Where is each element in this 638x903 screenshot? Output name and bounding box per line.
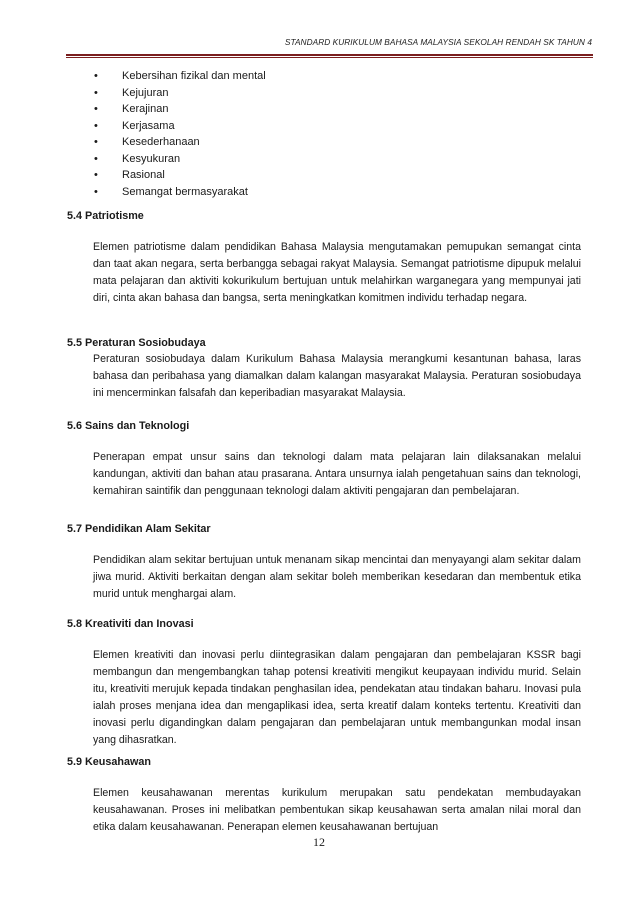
list-item: • Kebersihan fizikal dan mental — [92, 68, 266, 85]
bullet-icon: • — [94, 136, 98, 148]
list-item: • Semangat bermasyarakat — [92, 184, 266, 201]
bullet-icon: • — [94, 103, 98, 115]
values-bullet-list — [92, 68, 266, 200]
list-item: • Kejujuran — [92, 85, 266, 102]
bullet-icon: • — [94, 169, 98, 181]
section-keusahawan — [67, 755, 581, 836]
section-title: 5.7 Pendidikan Alam Sekitar — [67, 523, 211, 535]
running-header: STANDARD KURIKULUM BAHASA MALAYSIA SEKOLAH RENDAH SK TAHUN 4 — [284, 37, 592, 47]
section-kreativiti-inovasi — [67, 617, 581, 749]
section-body: Elemen patriotisme dalam pendidikan Bahasa Malaysia mengutamakan pemupukan semangat cinta dan taat akan negara, serta berbangga sebagai rakyat Malaysia. Semangat patriotisme dipupuk melalui mata pelajaran dan aktiviti kokurikulum bertujuan untuk melahirkan warganegara yang mempunyai jati diri, cinta akan bahasa dan bangsa, serta meningkatkan komitmen individu terhadap negara. — [93, 241, 581, 304]
header-rule — [66, 54, 593, 56]
bullet-icon: • — [94, 70, 98, 82]
section-patriotisme — [67, 209, 581, 307]
bullet-icon: • — [94, 119, 98, 132]
section-title: 5.6 Sains dan Teknologi — [67, 420, 190, 432]
bullet-icon: • — [94, 185, 98, 198]
section-title: 5.5 Peraturan Sosiobudaya — [67, 337, 206, 349]
section-peraturan-sosiobudaya — [67, 336, 581, 402]
header-rule-thin — [66, 57, 593, 58]
list-item: • Kesederhanaan — [92, 134, 266, 151]
section-body: Elemen keusahawanan merentas kurikulum merupakan satu pendekatan membudayakan keusahawanan. Proses ini melibatkan pembentukan sikap keusahawan serta amalan nilai moral dan etika dalam keusahawanan. Penerapan elemen keusahawanan bertujuan — [93, 787, 581, 833]
list-item: • Kerajinan — [92, 101, 266, 118]
section-body: Penerapan empat unsur sains dan teknologi dalam mata pelajaran lain dilaksanakan melalui kandungan, aktiviti dan bahan atau prasarana. Antara unsurnya ialah pengetahuan sains dan teknologi, kemahiran saintifik dan penggunaan teknologi dalam aktiviti pengajaran dan pembelajaran. — [93, 451, 581, 497]
section-title: 5.9 Keusahawan — [67, 756, 152, 768]
section-body: Elemen kreativiti dan inovasi perlu diintegrasikan dalam pengajaran dan pembelajaran KSSR bagi membangun dan mengembangkan tahap potensi kreativiti mengikut keupayaan individu murid. Selain itu, kreativiti merujuk kepada tindakan penghasilan idea, pendekatan atau tindakan baharu. Inovasi pula ialah proses menjana idea dan mengaplikasi idea, serta kreatif dalam konteks tertentu. Kreativiti dan inovasi perlu digandingkan dalam pengajaran dan pembelajaran untuk membangunkan modal insan yang dihasratkan. — [93, 649, 581, 746]
section-alam-sekitar — [67, 522, 581, 603]
bullet-icon: • — [94, 152, 98, 165]
section-title: 5.8 Kreativiti dan Inovasi — [67, 618, 194, 630]
section-body: Peraturan sosiobudaya dalam Kurikulum Bahasa Malaysia merangkumi kesantunan bahasa, laras bahasa dan peribahasa yang diamalkan dalam kalangan masyarakat Malaysia. Peraturan sosiobudaya ini mencerminkan falsafah dan keperibadian masyarakat Malaysia. — [93, 353, 581, 399]
section-title: 5.4 Patriotisme — [67, 210, 144, 222]
page-number: 12 — [313, 835, 325, 849]
bullet-icon: • — [94, 86, 98, 99]
list-item: • Kerjasama — [92, 118, 266, 135]
list-item: • Rasional — [92, 167, 266, 184]
section-sains-teknologi — [67, 419, 581, 500]
section-body: Pendidikan alam sekitar bertujuan untuk menanam sikap mencintai dan menyayangi alam sekitar dalam jiwa murid. Aktiviti berkaitan dengan alam sekitar boleh memberikan kesedaran dan membentuk etika murid untuk menghargai alam. — [93, 554, 581, 600]
list-item: • Kesyukuran — [92, 151, 266, 168]
